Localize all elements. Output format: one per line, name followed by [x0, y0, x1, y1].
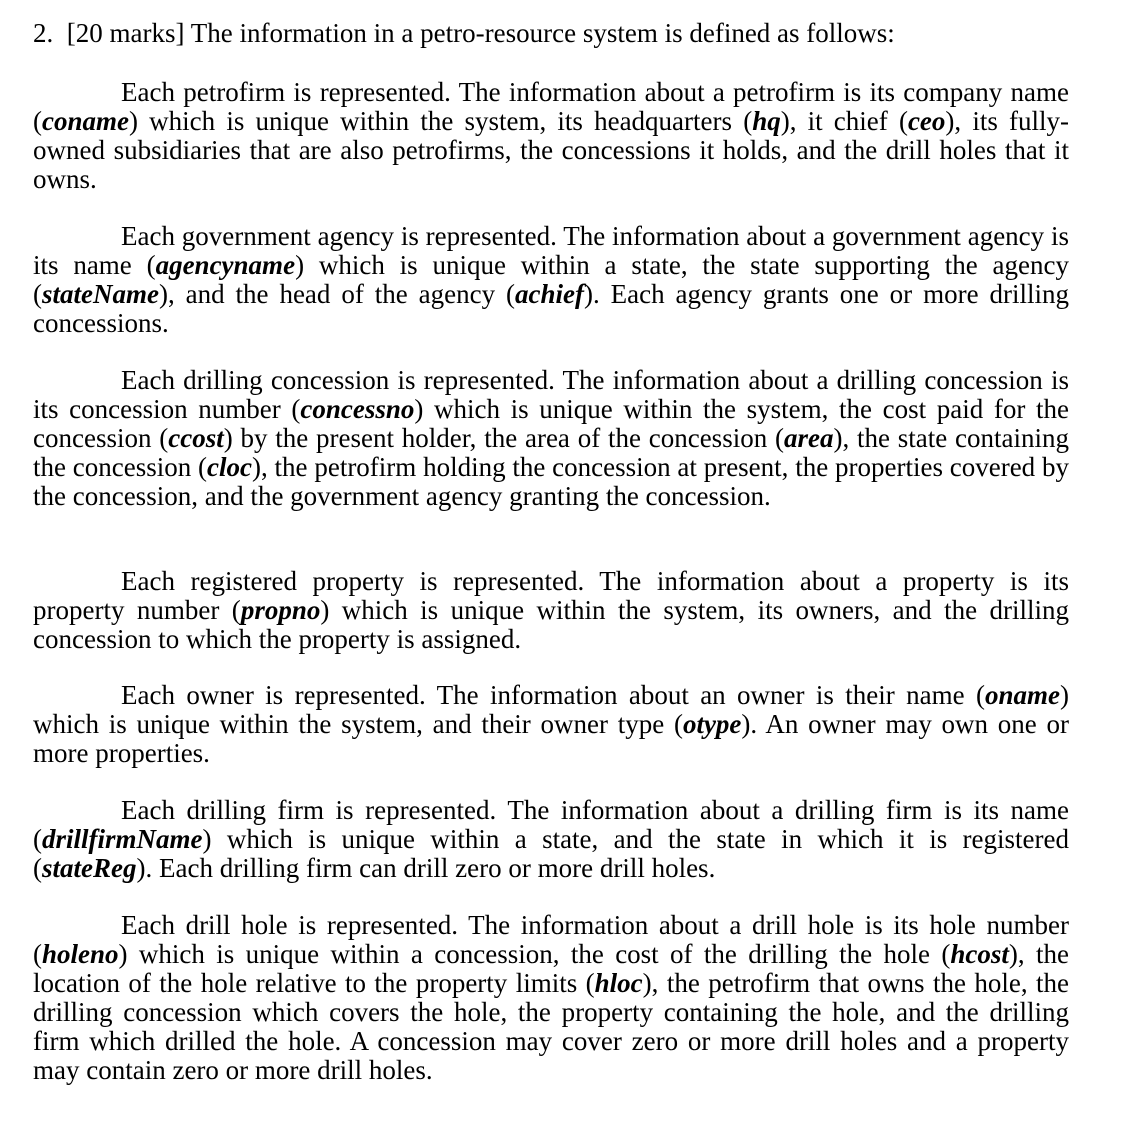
- text-segment: ) by the present holder, the area of the concession (: [223, 423, 784, 453]
- text-segment: ) which is unique within a state, and the state in which it is registered (: [33, 824, 1069, 883]
- attribute-name: drillfirmName: [42, 824, 203, 854]
- text-segment: ) which is unique within the system, its owners, and the drilling concession to which the property is assigned.: [33, 595, 1070, 654]
- attribute-name: holeno: [42, 939, 119, 969]
- attribute-name: hcost: [950, 939, 1009, 969]
- text-segment: ). An owner may own one or more properties.: [33, 709, 1069, 768]
- attribute-name: cloc: [207, 452, 253, 482]
- attribute-name: hq: [752, 106, 781, 136]
- text-segment: ) which is unique within the system, its headquarters (: [129, 106, 753, 136]
- question-number: 2.: [33, 18, 54, 48]
- text-segment: ). Each drilling firm can drill zero or more drill holes.: [136, 853, 716, 883]
- paragraph-drill-hole: [33, 911, 1069, 1085]
- text-segment: ), the petrofirm that owns the hole, the drilling concession which covers the hole, the property containing the hole, and the drilling firm which drilled the hole. A concession may cover zero or more drill holes and a property may contain zero or more drill holes.: [33, 968, 1069, 1085]
- attribute-name: oname: [984, 680, 1060, 710]
- paragraph-drilling-concession: [33, 366, 1069, 511]
- attribute-name: area: [783, 423, 834, 453]
- text-segment: ), the state containing the concession (: [33, 423, 1069, 482]
- text-segment: ) which is unique within the system, the cost paid for the concession (: [33, 394, 1069, 453]
- text-segment: Each registered property is represented. The information about a property is its property number (: [33, 566, 1069, 625]
- attribute-name: stateReg: [42, 853, 137, 883]
- text-segment: ), the location of the hole relative to the property limits (: [33, 939, 1069, 998]
- attribute-name: concessno: [300, 394, 415, 424]
- question-intro: The information in a petro-resource system is defined as follows:: [190, 18, 895, 48]
- text-segment: ) which is unique within a concession, the cost of the drilling the hole (: [118, 939, 951, 969]
- text-segment: ), and the head of the agency (: [158, 279, 515, 309]
- text-segment: Each government agency is represented. The information about a government agency is its name (: [33, 221, 1069, 280]
- attribute-name: ceo: [907, 106, 946, 136]
- text-segment: ) which is unique within the system, and their owner type (: [33, 680, 1069, 739]
- paragraph-government-agency: [33, 222, 1069, 338]
- attribute-name: hloc: [594, 968, 643, 998]
- paragraph-drilling-firm: [33, 796, 1069, 883]
- text-segment: Each drilling firm is represented. The information about a drilling firm is its name (: [33, 795, 1069, 854]
- attribute-name: propno: [240, 595, 321, 625]
- text-segment: ), the petrofirm holding the concession at present, the properties covered by the concession, and the government agency granting the concession.: [33, 452, 1069, 511]
- question-marks: [20 marks]: [66, 18, 185, 48]
- paragraph-registered-property: [33, 567, 1069, 654]
- attribute-name: coname: [42, 106, 129, 136]
- paragraph-petrofirm: [33, 78, 1069, 194]
- question-heading: [33, 16, 895, 50]
- attribute-name: agencyname: [155, 250, 296, 280]
- attribute-name: ccost: [168, 423, 224, 453]
- attribute-name: achief: [515, 279, 584, 309]
- text-segment: Each owner is represented. The information about an owner is their name (: [121, 680, 985, 710]
- text-segment: ). Each agency grants one or more drilling concessions.: [33, 279, 1069, 338]
- text-segment: ), it chief (: [780, 106, 908, 136]
- text-segment: ), its fully-owned subsidiaries that are also petrofirms, the concessions it holds, and the drill holes that it owns.: [33, 106, 1069, 194]
- attribute-name: otype: [682, 709, 742, 739]
- text-segment: Each drilling concession is represented. The information about a drilling concession is its concession number (: [33, 365, 1069, 424]
- attribute-name: stateName: [42, 279, 159, 309]
- text-segment: Each drill hole is represented. The information about a drill hole is its hole number (: [33, 910, 1069, 969]
- paragraph-owner: [33, 681, 1069, 768]
- text-segment: ) which is unique within a state, the state supporting the agency (: [33, 250, 1069, 309]
- text-segment: Each petrofirm is represented. The information about a petrofirm is its company name (: [33, 77, 1069, 136]
